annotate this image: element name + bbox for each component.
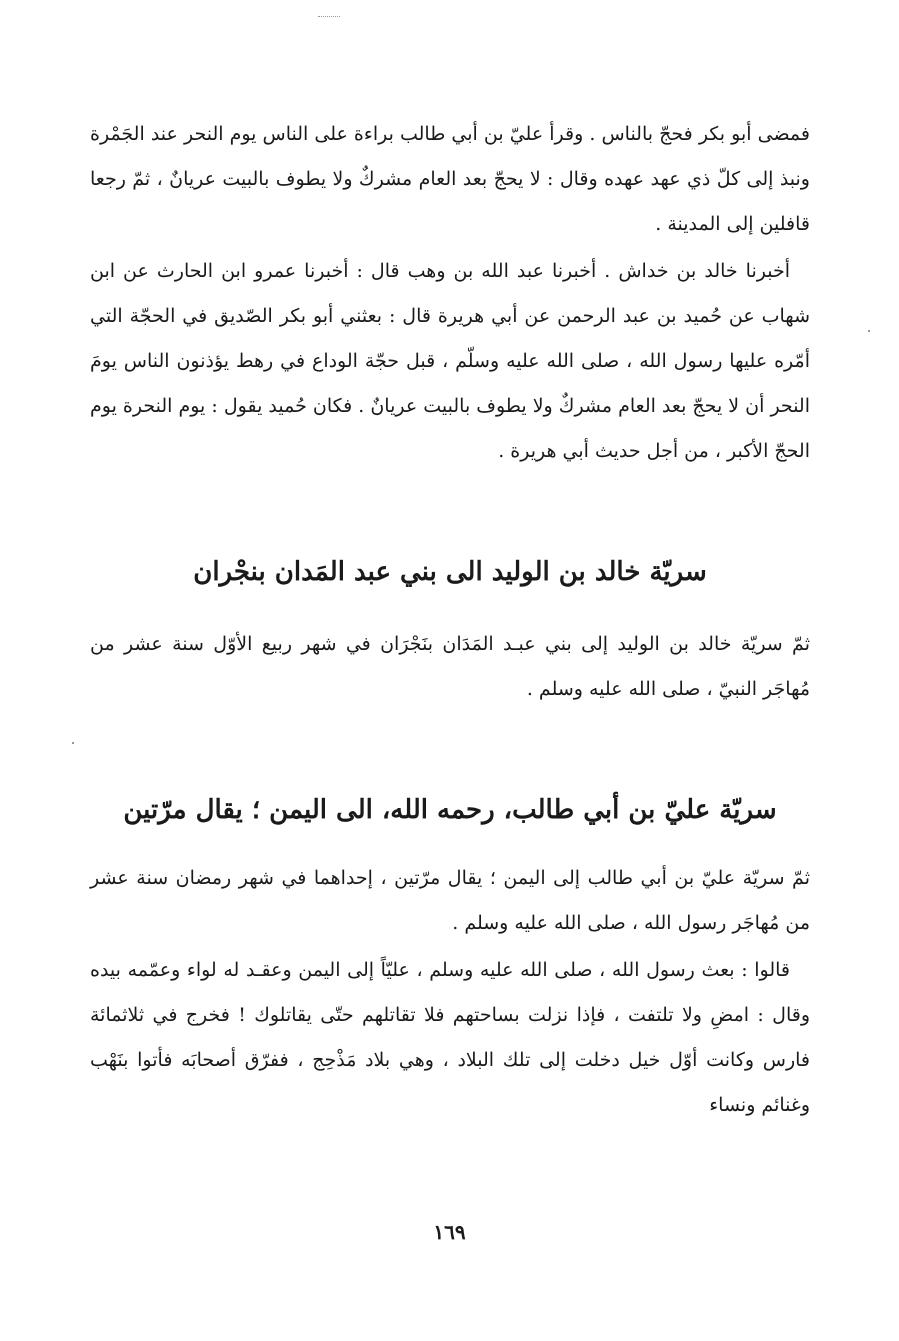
paragraph: ثمّ سريّة خالد بن الوليد إلى بني عبـد المَدَان بنَجْرَان في شهر ربيع الأوّل سنة عشر من مُهاجَر النبيّ ، صلى الله عليه وسلم .	[90, 633, 810, 700]
page-number: ١٦٩	[433, 1220, 466, 1244]
paragraph: أخبرنا خالد بن خداش . أخبرنا عبد الله بن وهب قال : أخبرنا عمرو ابن الحارث عن ابن شهاب عن حُميد بن عبد الرحمن عن أبي هريرة قال : بعثني أبو بكر الصّديق في الحجّة التي أمّره عليها رسول الله ، صلى الله عليه وسلّم ، قبل حجّة الوداع في رهط يؤذنون الناس يومَ النحر أن لا يحجّ بعد العام مشركٌ ولا يطوف بالبيت عريانٌ . فكان حُميد يقول : يوم النحرة يوم الحجّ الأكبر ، من أجل حديث أبي هريرة .	[90, 260, 810, 462]
section-ali-yemen	[90, 790, 810, 1128]
opening-text	[90, 112, 810, 474]
scan-artifact-dot	[72, 742, 74, 744]
paragraph: ثمّ سريّة عليّ بن أبي طالب إلى اليمن ؛ يقال مرّتين ، إحداهما في شهر رمضان سنة عشر من مُهاجَر رسول الله ، صلى الله عليه وسلم .	[90, 867, 810, 934]
scan-artifact-mark	[318, 0, 340, 17]
section-heading: سريّة خالد بن الوليد الى بني عبد المَدان بنجْران	[193, 557, 707, 587]
book-page	[90, 112, 810, 1128]
section-heading: سريّة عليّ بن أبي طالب، رحمه الله، الى اليمن ؛ يقال مرّتين	[123, 795, 777, 825]
paragraph: قالوا : بعث رسول الله ، صلى الله عليه وسلم ، عليّاً إلى اليمن وعقـد له لواء وعمّمه بيده وقال : امضِ ولا تلتفت ، فإذا نزلت بساحتهم فلا تقاتلهم حتّى يقاتلوك ! فخرج في ثلاثمائة فارس وكانت أوّل خيل دخلت إلى تلك البلاد ، وهي بلاد مَذْحِج ، ففرّق أصحابَه فأتوا بنَهْب وغنائم ونساء	[90, 959, 810, 1116]
section-khalid-najran	[90, 552, 810, 712]
paragraph: فمضى أبو بكر فحجّ بالناس . وقرأ عليّ بن أبي طالب براءة على الناس يوم النحر عند الجَمْرة ونبذ إلى كلّ ذي عهد عهده وقال : لا يحجّ بعد العام مشركٌ ولا يطوف بالبيت عريانٌ ، ثمّ رجعا قافلين إلى المدينة .	[90, 123, 811, 235]
scan-artifact-dot	[868, 330, 870, 332]
